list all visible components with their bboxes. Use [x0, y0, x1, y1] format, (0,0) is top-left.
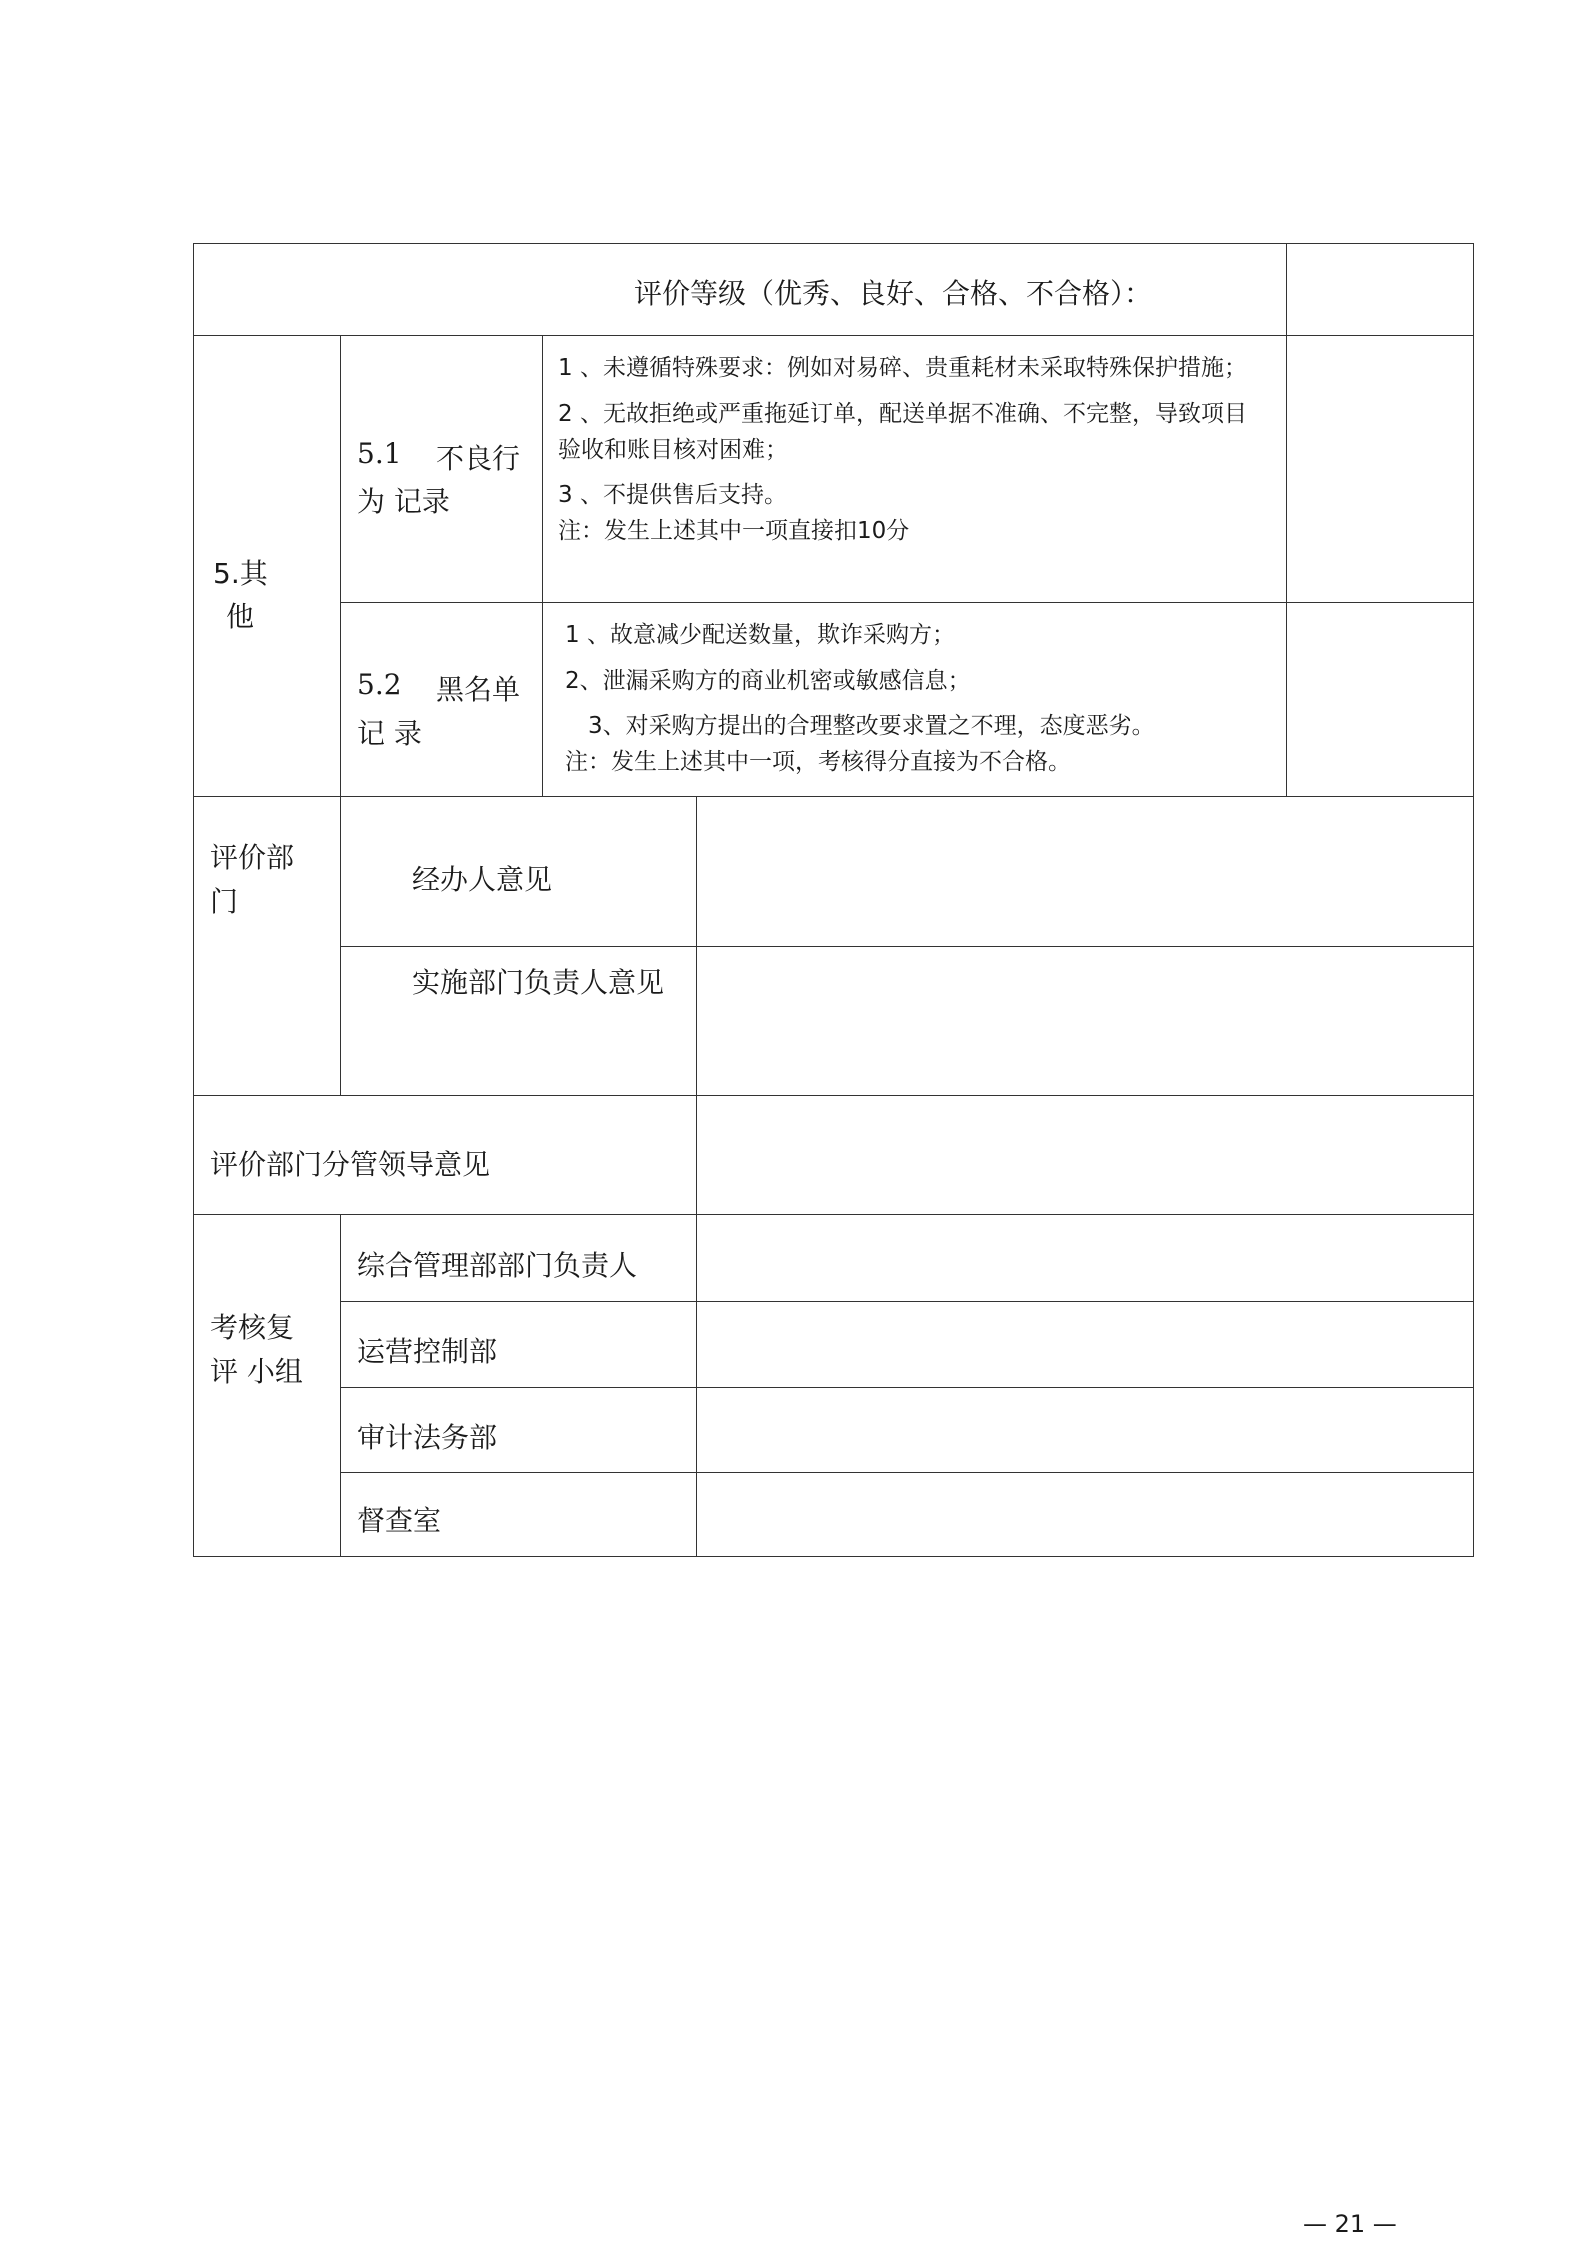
review-row-2-label: 运营控制部 — [357, 1335, 498, 1368]
item-5-2-score-cell — [1286, 602, 1474, 797]
item-5-1-number: 5.1 — [357, 437, 402, 470]
review-row-4-label: 督查室 — [357, 1504, 442, 1537]
item-5-1-criterion-2: 2 、无故拒绝或严重拖延订单，配送单据不准确、不完整，导致项目 — [558, 401, 1247, 427]
item-5-2-criterion-1: 1 、故意减少配送数量，欺诈采购方； — [565, 622, 955, 648]
item-5-2-title-line1: 黑名单 — [436, 673, 521, 706]
review-row-3-value-cell — [696, 1387, 1474, 1473]
review-row-1-label: 综合管理部部门负责人 — [357, 1249, 638, 1282]
item-5-1-criterion-1: 1 、未遵循特殊要求：例如对易碎、贵重耗材未采取特殊保护措施； — [558, 355, 1247, 381]
review-row-3-label: 审计法务部 — [357, 1421, 498, 1454]
item-5-1-note: 注：发生上述其中一项直接扣10分 — [558, 518, 910, 544]
grade-label: 评价等级（优秀、良好、合格、不合格）： — [634, 277, 1153, 310]
eval-dept-label-line2: 门 — [210, 885, 239, 918]
item-5-2-title-line2: 记 录 — [357, 717, 422, 750]
leader-opinion-value-cell — [696, 1095, 1474, 1215]
grade-value-cell — [1286, 243, 1474, 336]
section5-label-line2: 他 — [226, 600, 255, 633]
review-row-1-value-cell — [696, 1214, 1474, 1302]
item-5-2-note: 注：发生上述其中一项，考核得分直接为不合格。 — [565, 749, 1071, 775]
review-group-label-line2: 评 小组 — [210, 1355, 303, 1388]
item-5-1-criterion-2-cont: 验收和账目核对困难； — [558, 437, 788, 463]
item-5-1-score-cell — [1286, 335, 1474, 603]
leader-opinion-label: 评价部门分管领导意见 — [210, 1148, 491, 1181]
item-5-2-criterion-2: 2、泄漏采购方的商业机密或敏感信息； — [565, 668, 971, 694]
handler-opinion-label: 经办人意见 — [412, 863, 553, 896]
item-5-1-title-line2: 为 记录 — [357, 485, 450, 518]
item-5-2-number: 5.2 — [357, 668, 402, 701]
impl-dept-head-value-cell — [696, 946, 1474, 1096]
item-5-2-criterion-3: 3、对采购方提出的合理整改要求置之不理，态度恶劣。 — [588, 713, 1155, 739]
handler-opinion-value-cell — [696, 796, 1474, 947]
item-5-1-title-line1: 不良行 — [436, 442, 521, 475]
item-5-1-criterion-3: 3 、不提供售后支持。 — [558, 482, 787, 508]
review-group-label-line1: 考核复 — [210, 1311, 295, 1344]
review-row-4-value-cell — [696, 1472, 1474, 1557]
review-row-2-value-cell — [696, 1301, 1474, 1388]
impl-dept-head-label: 实施部门负责人意见 — [412, 966, 665, 999]
section5-label-line1: 5.其 — [213, 557, 268, 590]
page-number: — 21 — — [1303, 2210, 1397, 2238]
eval-dept-label-line1: 评价部 — [210, 841, 295, 874]
